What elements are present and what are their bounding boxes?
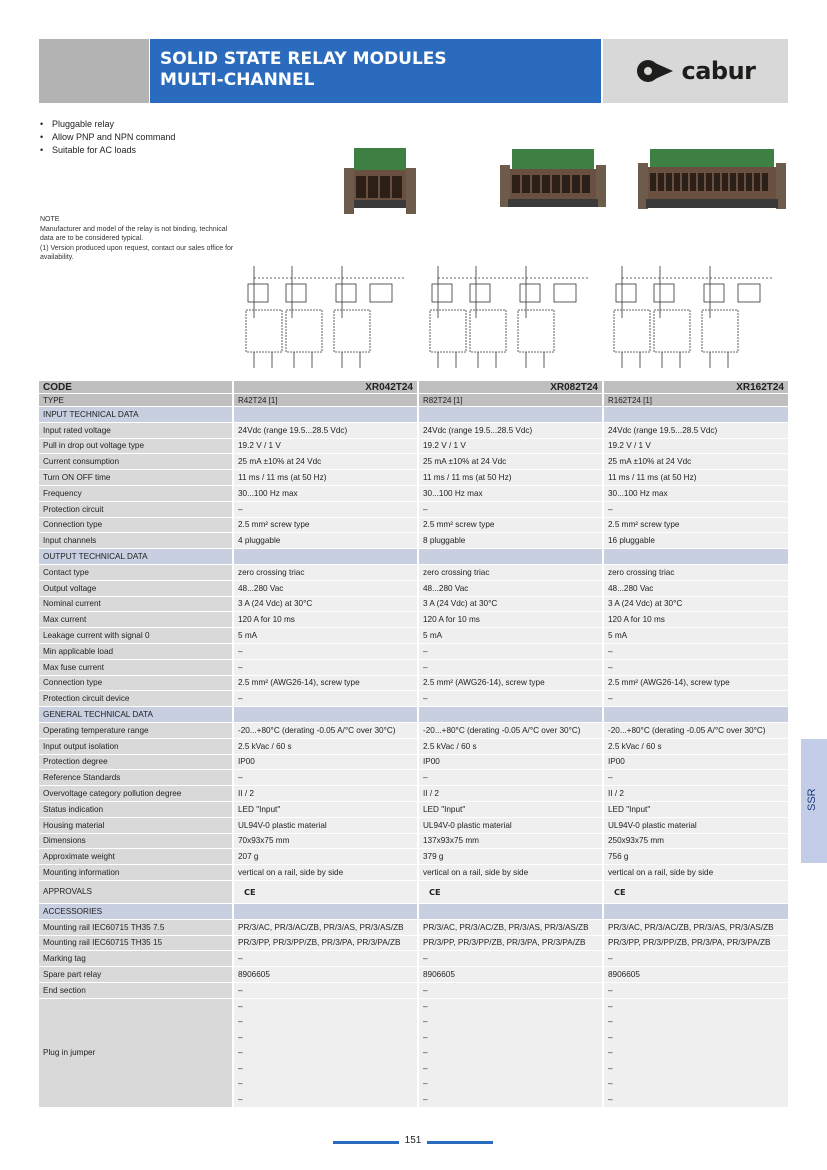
brand-logo [603,39,788,103]
spec-label: End section [39,982,233,998]
code-row [39,381,788,394]
wiring-diagram-8ch [428,258,598,375]
spec-value: LED "Input" [233,801,418,817]
section-header-row [39,707,788,723]
spec-value: -20...+80°C (derating -0.05 A/°C over 30°C) [603,722,788,738]
spec-value: 2.5 mm² (AWG26-14), screw type [418,675,603,691]
ce-mark: CE [603,880,788,903]
page-number: 151 [404,1135,422,1146]
spec-label: Nominal current [39,596,233,612]
spec-value: – [603,659,788,675]
spec-value: 25 mA ±10% at 24 Vdc [418,454,603,470]
spec-value: 120 A for 10 ms [418,612,603,628]
spec-value: – [603,691,788,707]
spec-value: PR/3/AC, PR/3/AC/ZB, PR/3/AS, PR/3/AS/ZB [418,919,603,935]
spec-label: Mounting rail IEC60715 TH35 7.5 [39,919,233,935]
spec-value: PR/3/AC, PR/3/AC/ZB, PR/3/AS, PR/3/AS/ZB [603,919,788,935]
spec-value: PR/3/AC, PR/3/AC/ZB, PR/3/AS, PR/3/AS/ZB [233,919,418,935]
spec-value: vertical on a rail, side by side [603,865,788,881]
spec-value: 24Vdc (range 19.5...28.5 Vdc) [418,422,603,438]
type-value: R82T24 [1] [418,394,603,407]
section-header-row [39,549,788,565]
spec-value: 2.5 kVac / 60 s [603,738,788,754]
spec-label: Connection type [39,517,233,533]
spec-row [39,422,788,438]
spec-value: II / 2 [233,786,418,802]
spec-label: Output voltage [39,580,233,596]
title-line-2: MULTI-CHANNEL [160,70,315,90]
code-value: XR042T24 [233,381,418,394]
wiring-diagram-4ch [244,258,414,375]
spec-row [39,801,788,817]
section-header-fill [233,707,418,723]
spec-value: 70x93x75 mm [233,833,418,849]
spec-value: – [418,659,603,675]
spec-value: 8906605 [418,967,603,983]
type-label: TYPE [39,394,233,407]
brand-name: cabur [681,57,756,85]
spec-row [39,596,788,612]
cabur-logo-icon [635,58,675,84]
section-header-fill [233,549,418,565]
spec-value: 3 A (24 Vdc) at 30°C [603,596,788,612]
spec-row [39,833,788,849]
spec-label: Protection circuit [39,501,233,517]
spec-row [39,754,788,770]
spec-value: – [418,982,603,998]
spec-value: zero crossing triac [418,564,603,580]
note-text-2: (1) Version produced upon request, contact our sales office for availability. [40,244,234,261]
spec-value: 4 pluggable [233,533,418,549]
spec-value: 25 mA ±10% at 24 Vdc [233,454,418,470]
spec-row [39,880,788,903]
spec-row [39,675,788,691]
spec-value: – [233,951,418,967]
spec-row [39,691,788,707]
footer-rule-right [427,1141,493,1144]
spec-label: Leakage current with signal 0 [39,628,233,644]
note-text: Manufacturer and model of the relay is not binding, technical data are to be considered typical. [40,225,228,242]
spec-row [39,485,788,501]
feature-item: • Suitable for AC loads [40,144,175,157]
spec-value: 3 A (24 Vdc) at 30°C [418,596,603,612]
section-header-fill [418,903,603,919]
spec-row [39,817,788,833]
spec-value: II / 2 [418,786,603,802]
spec-value: – [233,643,418,659]
spec-value: – [603,770,788,786]
title-line-1: SOLID STATE RELAY MODULES [160,49,447,69]
section-header: OUTPUT TECHNICAL DATA [39,549,233,565]
note-title: NOTE [40,216,60,223]
spec-value: 19.2 V / 1 V [233,438,418,454]
spec-label: Protection degree [39,754,233,770]
spec-value: 2.5 mm² screw type [603,517,788,533]
spec-value: UL94V-0 plastic material [233,817,418,833]
spec-label: Spare part relay [39,967,233,983]
spec-value: LED "Input" [603,801,788,817]
spec-value: PR/3/PP, PR/3/PP/ZB, PR/3/PA, PR/3/PA/ZB [603,935,788,951]
spec-label: APPROVALS [39,880,233,903]
section-header: GENERAL TECHNICAL DATA [39,707,233,723]
spec-value: 379 g [418,849,603,865]
spec-label: Turn ON OFF time [39,470,233,486]
section-header-fill [233,407,418,423]
spec-label: Min applicable load [39,643,233,659]
spec-value: 16 pluggable [603,533,788,549]
spec-row [39,998,788,1108]
spec-label: Dimensions [39,833,233,849]
spec-row [39,564,788,580]
spec-label: Max fuse current [39,659,233,675]
spec-value: – [233,982,418,998]
page-footer [333,1133,493,1153]
code-label: CODE [39,381,233,394]
spec-row [39,849,788,865]
spec-label: Approximate weight [39,849,233,865]
spec-label: Pull in drop out voltage type [39,438,233,454]
section-side-tab [801,739,827,863]
spec-value: – [418,643,603,659]
spec-value: 2.5 mm² (AWG26-14), screw type [233,675,418,691]
spec-value: 756 g [603,849,788,865]
spec-label: Protection circuit device [39,691,233,707]
spec-value: 2.5 kVac / 60 s [233,738,418,754]
spec-value: 5 mA [233,628,418,644]
spec-row [39,628,788,644]
spec-label: Mounting information [39,865,233,881]
spec-value: 2.5 mm² screw type [233,517,418,533]
spec-row [39,865,788,881]
section-header-fill [418,549,603,565]
code-value: XR162T24 [603,381,788,394]
spec-row [39,454,788,470]
product-photo-8ch [498,145,608,215]
spec-value: 48...280 Vac [418,580,603,596]
spec-value: 120 A for 10 ms [233,612,418,628]
spec-label: Housing material [39,817,233,833]
section-header: ACCESSORIES [39,903,233,919]
spec-row [39,470,788,486]
spec-label: Reference Standards [39,770,233,786]
spec-row [39,643,788,659]
type-value: R162T24 [1] [603,394,788,407]
spec-value: II / 2 [603,786,788,802]
spec-value: – – – – – – – [603,998,788,1108]
section-header-fill [603,903,788,919]
ce-mark: CE [233,880,418,903]
spec-value: 3 A (24 Vdc) at 30°C [233,596,418,612]
spec-value: 25 mA ±10% at 24 Vdc [603,454,788,470]
spec-value: 11 ms / 11 ms (at 50 Hz) [603,470,788,486]
spec-value: 5 mA [603,628,788,644]
feature-list [40,118,175,157]
spec-value: 250x93x75 mm [603,833,788,849]
spec-value: – [233,659,418,675]
spec-value: – [233,501,418,517]
footer-rule-left [333,1141,399,1144]
spec-value: 30...100 Hz max [233,485,418,501]
spec-value: – [418,691,603,707]
feature-item: • Pluggable relay [40,118,175,131]
spec-label: Overvoltage category pollution degree [39,786,233,802]
spec-row [39,786,788,802]
header-gray-block [39,39,149,103]
spec-label: Current consumption [39,454,233,470]
spec-value: 30...100 Hz max [418,485,603,501]
section-header-fill [603,549,788,565]
spec-value: 8906605 [603,967,788,983]
section-header-fill [603,407,788,423]
spec-value: IP00 [233,754,418,770]
spec-value: 24Vdc (range 19.5...28.5 Vdc) [603,422,788,438]
spec-value: IP00 [603,754,788,770]
spec-value: -20...+80°C (derating -0.05 A/°C over 30°C) [418,722,603,738]
section-header-row [39,407,788,423]
spec-row [39,738,788,754]
type-row [39,394,788,407]
spec-label: Mounting rail IEC60715 TH35 15 [39,935,233,951]
spec-row [39,612,788,628]
spec-value: – [603,501,788,517]
ce-mark: CE [418,880,603,903]
spec-value: 11 ms / 11 ms (at 50 Hz) [418,470,603,486]
spec-value: 207 g [233,849,418,865]
spec-label: Status indication [39,801,233,817]
product-photo-16ch [636,145,788,220]
spec-value: – – – – – – – [233,998,418,1108]
spec-label: Plug in jumper [39,998,233,1108]
spec-table [39,381,788,1108]
spec-value: – [603,951,788,967]
product-photo-4ch [340,140,420,220]
spec-label: Connection type [39,675,233,691]
spec-value: – [603,643,788,659]
spec-value: 2.5 mm² screw type [418,517,603,533]
side-tab-label: SSR [806,788,818,811]
spec-row [39,438,788,454]
spec-value: zero crossing triac [233,564,418,580]
spec-label: Frequency [39,485,233,501]
spec-value: 120 A for 10 ms [603,612,788,628]
section-header-row [39,903,788,919]
spec-value: 19.2 V / 1 V [418,438,603,454]
spec-label: Input rated voltage [39,422,233,438]
spec-value: – [233,691,418,707]
spec-value: 2.5 kVac / 60 s [418,738,603,754]
spec-value: UL94V-0 plastic material [418,817,603,833]
spec-value: – [418,501,603,517]
spec-value: 11 ms / 11 ms (at 50 Hz) [233,470,418,486]
spec-value: – [418,770,603,786]
note-block [40,215,235,263]
spec-value: 2.5 mm² (AWG26-14), screw type [603,675,788,691]
spec-label: Marking tag [39,951,233,967]
spec-row [39,722,788,738]
spec-row [39,533,788,549]
spec-value: UL94V-0 plastic material [603,817,788,833]
spec-value: LED "Input" [418,801,603,817]
spec-row [39,770,788,786]
spec-value: 5 mA [418,628,603,644]
spec-value: – [233,770,418,786]
spec-label: Operating temperature range [39,722,233,738]
wiring-diagram-16ch [612,258,782,375]
spec-value: – [418,951,603,967]
spec-row [39,580,788,596]
spec-label: Max current [39,612,233,628]
section-header-fill [603,707,788,723]
spec-value: zero crossing triac [603,564,788,580]
spec-value: 137x93x75 mm [418,833,603,849]
spec-table-body [39,381,788,1108]
spec-row [39,982,788,998]
spec-row [39,517,788,533]
spec-value: 8906605 [233,967,418,983]
spec-value: PR/3/PP, PR/3/PP/ZB, PR/3/PA, PR/3/PA/ZB [233,935,418,951]
spec-label: Input output isolation [39,738,233,754]
feature-item: • Allow PNP and NPN command [40,131,175,144]
spec-value: 8 pluggable [418,533,603,549]
type-value: R42T24 [1] [233,394,418,407]
section-header-fill [233,903,418,919]
spec-row [39,935,788,951]
spec-row [39,501,788,517]
spec-value: IP00 [418,754,603,770]
page-title [150,39,601,103]
spec-row [39,951,788,967]
spec-value: 48...280 Vac [603,580,788,596]
spec-value: vertical on a rail, side by side [233,865,418,881]
spec-label: Input channels [39,533,233,549]
spec-value: 48...280 Vac [233,580,418,596]
spec-value: 24Vdc (range 19.5...28.5 Vdc) [233,422,418,438]
section-header-fill [418,707,603,723]
spec-row [39,659,788,675]
code-value: XR082T24 [418,381,603,394]
spec-value: – – – – – – – [418,998,603,1108]
spec-value: PR/3/PP, PR/3/PP/ZB, PR/3/PA, PR/3/PA/ZB [418,935,603,951]
spec-value: – [603,982,788,998]
spec-value: vertical on a rail, side by side [418,865,603,881]
spec-row [39,967,788,983]
spec-label: Contact type [39,564,233,580]
section-header: INPUT TECHNICAL DATA [39,407,233,423]
section-header-fill [418,407,603,423]
spec-value: 19.2 V / 1 V [603,438,788,454]
spec-value: 30...100 Hz max [603,485,788,501]
spec-value: -20...+80°C (derating -0.05 A/°C over 30°C) [233,722,418,738]
spec-row [39,919,788,935]
